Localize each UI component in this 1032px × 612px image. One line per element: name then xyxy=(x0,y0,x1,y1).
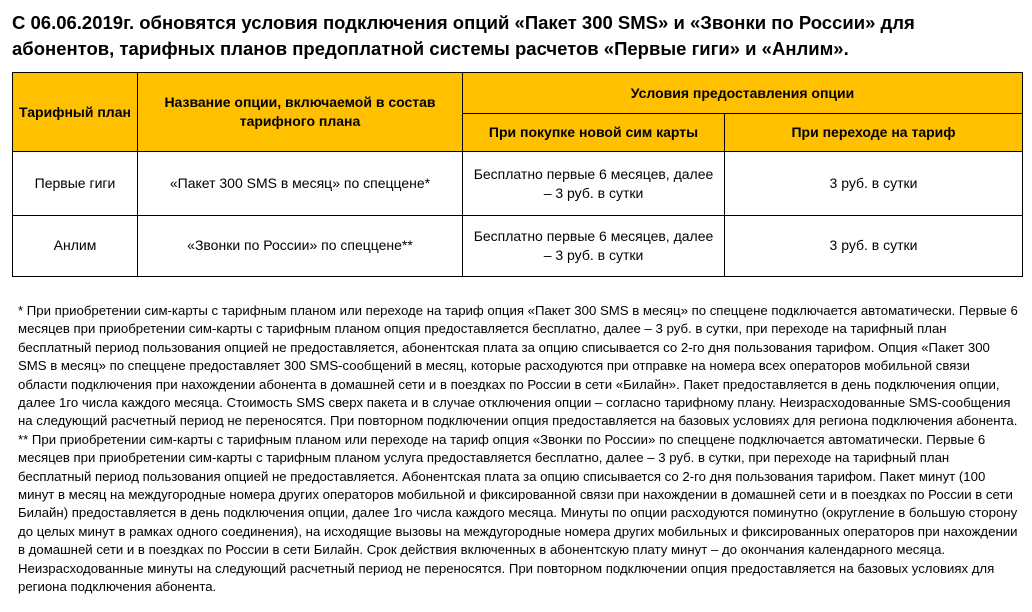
footnotes xyxy=(18,302,1018,597)
cell-new-sim: Бесплатно первые 6 месяцев, далее – 3 руб. в сутки xyxy=(463,152,725,215)
cell-switch: 3 руб. в сутки xyxy=(725,215,1023,276)
footnote-sms: * При приобретении сим-карты с тарифным планом или переходе на тариф опция «Пакет 300 SMS в месяц» по спеццене подключается автоматически. Первые 6 месяцев при приобретении сим-карты с тарифным планом опция предоставляется бесплатно, далее – 3 руб. в сутки, при переходе на тарифный план бесплатный период пользования опцией не предоставляется, абонентская плата за опцию списывается со 2-го дня пользования тарифом. Опция «Пакет 300 SMS в месяц» по спеццене предоставляет 300 SMS-сообщений в месяц, которые расходуются при отправке на номера всех операторов мобильной связи области подключения при нахождении абонента в домашней сети и в поездках по России в сети «Билайн». Пакет предоставляется в день подключения опции, далее 1го числа каждого месяца. Стоимость SMS сверх пакета и в случае отключения опции – согласно тарифному плану. Неизрасходованные SMS-сообщения на следующий расчетный период не переносятся. При повторном подключении опция предоставляется на базовых условиях для региона подключения абонента. xyxy=(18,303,1018,429)
cell-new-sim: Бесплатно первые 6 месяцев, далее – 3 руб. в сутки xyxy=(463,215,725,276)
header-switch-tariff: При переходе на тариф xyxy=(725,114,1023,152)
cell-plan: Анлим xyxy=(13,215,138,276)
header-new-sim: При покупке новой сим карты xyxy=(463,114,725,152)
options-table xyxy=(12,72,1023,277)
page-title: С 06.06.2019г. обновятся условия подключения опций «Пакет 300 SMS» и «Звонки по России» для абонентов, тарифных планов предоплатной системы расчетов «Первые гиги» и «Анлим». xyxy=(12,12,915,59)
header-conditions: Условия предоставления опции xyxy=(463,73,1023,114)
footnote-calls: ** При приобретении сим-карты с тарифным планом или переходе на тариф опция «Звонки по России» по спеццене подключается автоматически. Первые 6 месяцев при приобретении сим-карты с тарифным планом услуга предоставляется бесплатно, далее – 3 руб. в сутки, при переходе на тарифный план бесплатный период пользования опцией не предоставляется. Абонентская плата за опцию списывается со 2-го дня пользования тарифом. Пакет минут (100 минут в месяц на междугородные номера других операторов мобильной и фиксированной связи при нахождении в домашней сети и в поездках по России в сети Билайн) предоставляется в день подключения опции, далее 1го числа каждого месяца. Минуты по опции расходуются поминутно (округление в большую сторону до целых минут в рамках одного соединения), на исходящие вызовы на междугородные номера других мобильных и фиксированных операторов при нахождении в домашней сети и в поездках по России в сети Билайн. Срок действия включенных в абонентскую плату минут – до окончания календарного месяца. Неизрасходованные минуты на следующий расчетный период не переносятся. При повторном подключении опция предоставляется на базовых условиях для региона подключения абонента. xyxy=(18,431,1018,595)
header-plan: Тарифный план xyxy=(13,73,138,152)
cell-option: «Пакет 300 SMS в месяц» по спеццене* xyxy=(138,152,463,215)
header-option-name: Название опции, включаемой в состав тарифного плана xyxy=(138,73,463,152)
cell-plan: Первые гиги xyxy=(13,152,138,215)
table-row xyxy=(13,152,1023,215)
cell-option: «Звонки по России» по спеццене** xyxy=(138,215,463,276)
cell-switch: 3 руб. в сутки xyxy=(725,152,1023,215)
table-row xyxy=(13,215,1023,276)
